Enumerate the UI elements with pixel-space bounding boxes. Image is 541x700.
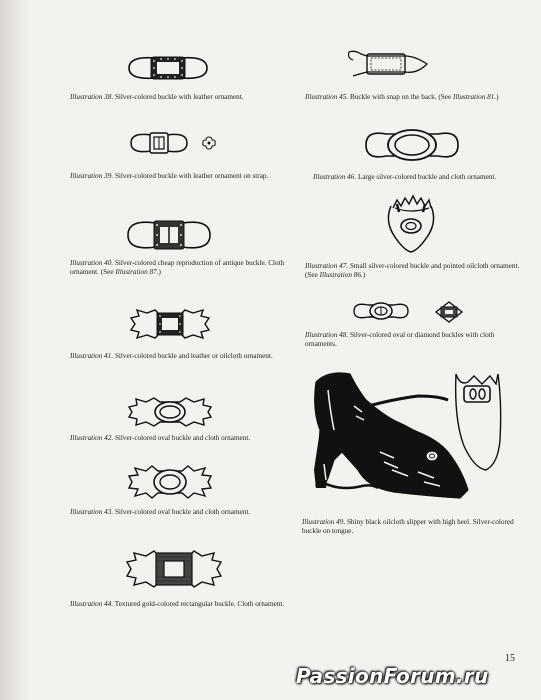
illustration-39-buckle <box>129 128 189 158</box>
illustration-39-ornament <box>201 136 217 150</box>
caption-illustration-40: Illustration 40. Silver-colored cheap reproduction of antique buckle. Cloth ornament. (See Illustration 87.) <box>70 259 285 276</box>
page-number: 15 <box>505 653 515 664</box>
illustration-48-diamond-buckle <box>434 300 464 324</box>
illustration-48-oval-buckle <box>352 298 410 324</box>
caption-illustration-46: Illustration 46. Large silver-colored buckle and cloth ornament. <box>313 173 497 181</box>
illustration-46-buckle <box>362 124 462 166</box>
caption-illustration-45: Illustration 45. Buckle with snap on the back. (See Illustration 81.) <box>305 93 499 101</box>
illustration-49-slipper <box>298 360 503 515</box>
page-gutter-shadow <box>0 0 30 700</box>
illustration-38-buckle <box>125 52 211 84</box>
caption-illustration-49: Illustration 49. Shiny black oilcloth slipper with high heel. Silver-colored buckle on tongue. <box>302 518 514 535</box>
illustration-42-buckle <box>128 395 212 429</box>
caption-illustration-41: Illustration 41. Silver-colored buckle and leather or oilcloth ornament. <box>70 352 273 360</box>
caption-illustration-47: Illustration 47. Small silver-colored buckle and pointed oilcloth ornament. (See Illustration 86.) <box>305 262 520 279</box>
caption-illustration-43: Illustration 43. Silver-colored oval buckle and cloth ornament. <box>70 508 251 516</box>
illustration-41-buckle <box>129 306 211 342</box>
illustration-45-buckle <box>345 46 429 80</box>
illustration-44-buckle <box>126 548 222 590</box>
caption-illustration-42: Illustration 42. Silver-colored oval buckle and cloth ornament. <box>70 434 251 442</box>
caption-illustration-48: Illustration 48. Silver-colored oval or diamond buckles with cloth ornaments. <box>305 331 495 348</box>
site-watermark: PassionForum.ru <box>296 664 489 688</box>
illustration-43-buckle <box>128 463 212 501</box>
illustration-40-buckle <box>124 215 214 255</box>
illustration-47-buckle <box>383 190 439 254</box>
caption-illustration-44: Illustration 44. Textured gold-colored rectangular buckle. Cloth ornament. <box>70 600 285 608</box>
caption-illustration-38: Illustration 38. Silver-colored buckle with leather ornament. <box>70 93 244 101</box>
caption-illustration-39: Illustration 39. Silver-colored buckle with leather ornament on strap. <box>70 172 269 180</box>
